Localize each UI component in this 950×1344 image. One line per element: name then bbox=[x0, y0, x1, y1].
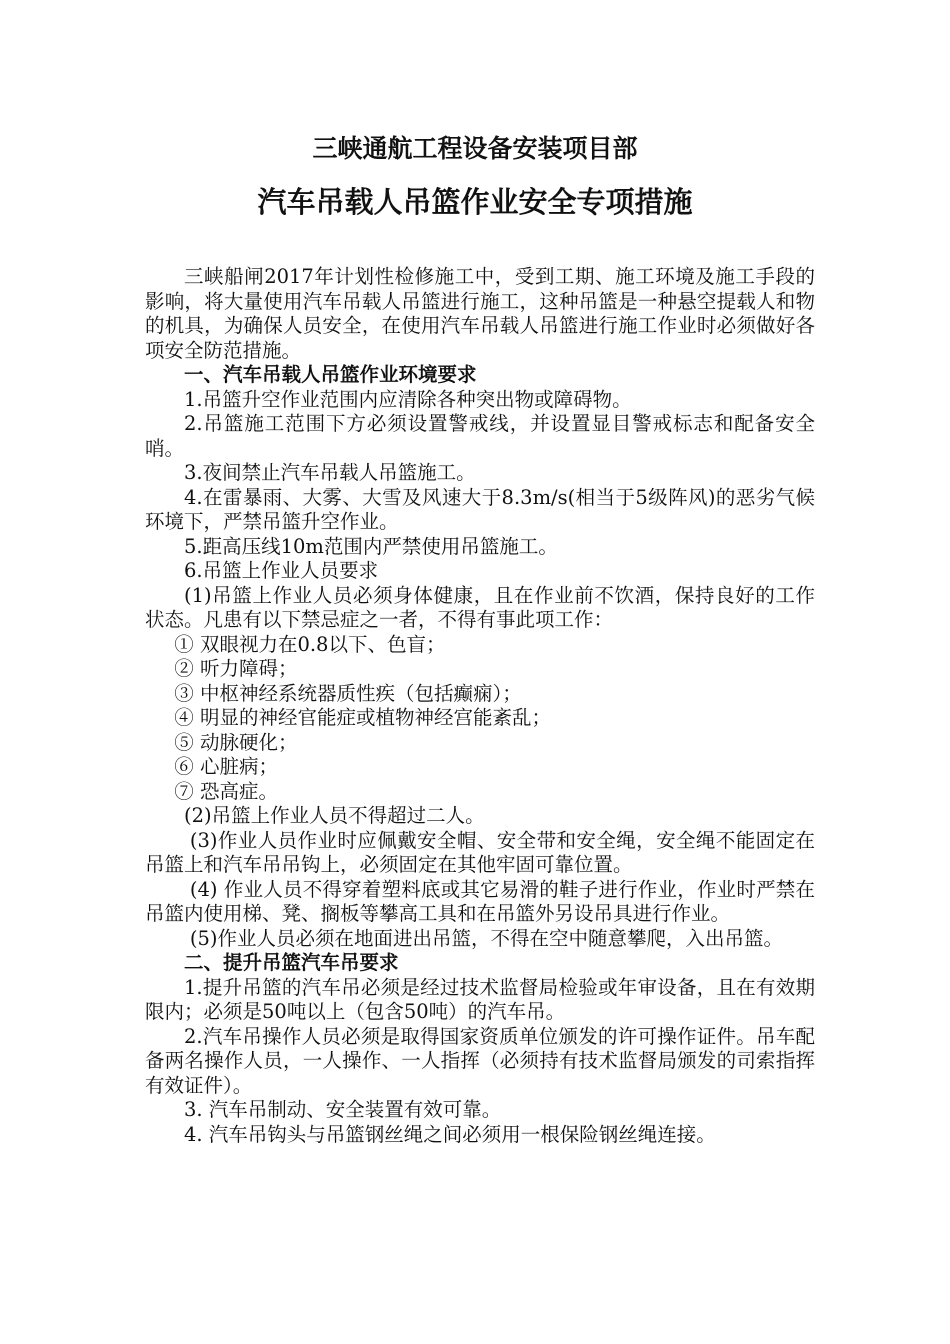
list-item: 3.夜间禁止汽车吊载人吊篮施工。 bbox=[184, 461, 476, 484]
condition-item: ① 双眼视力在0.8以下、色盲； bbox=[174, 632, 446, 656]
condition-item: ⑥ 心脏病； bbox=[174, 755, 278, 778]
condition-item: ⑤ 动脉硬化； bbox=[174, 730, 298, 754]
list-item: 4.在雷暴雨、大雾、大雪及风速大于8.3m/s(相当于5级阵风)的恶劣气候环境下，严禁吊篮升空作业。 bbox=[145, 485, 815, 533]
list-item: 2.汽车吊操作人员必须是取得国家资质单位颁发的许可操作证件。吊车配备两名操作人员，一人操作、一人指挥（必须持有技术监督局颁发的司索指挥有效证件）。 bbox=[145, 1024, 815, 1097]
list-item: 6.吊篮上作业人员要求 bbox=[184, 559, 379, 582]
list-item: (4) 作业人员不得穿着塑料底或其它易滑的鞋子进行作业，作业时严禁在吊篮内使用梯、凳、搁板等攀高工具和在吊篮外另设吊具进行作业。 bbox=[145, 877, 815, 925]
condition-item: ③ 中枢神经系统器质性疾（包括癫痫）； bbox=[174, 681, 522, 705]
list-item: 1.提升吊篮的汽车吊必须是经过技术监督局检验或年审设备，且在有效期限内；必须是50吨以上（包含50吨）的汽车吊。 bbox=[145, 975, 815, 1023]
intro-paragraph: 三峡船闸2017年计划性检修施工中，受到工期、施工环境及施工手段的影响，将大量使用汽车吊载人吊篮进行施工，这种吊篮是一种悬空提载人和物的机具，为确保人员安全，在使用汽车吊载人吊篮进行施工作业时必须做好各项安全防范措施。 bbox=[145, 265, 815, 362]
list-item: (5)作业人员必须在地面进出吊篮，不得在空中随意攀爬，入出吊篮。 bbox=[189, 926, 783, 950]
list-item: (2)吊篮上作业人员不得超过二人。 bbox=[184, 804, 485, 827]
list-item: 4. 汽车吊钩头与吊篮钢丝绳之间必须用一根保险钢丝绳连接。 bbox=[184, 1122, 716, 1146]
document-title: 汽车吊载人吊篮作业安全专项措施 bbox=[257, 185, 693, 219]
list-item: 3. 汽车吊制动、安全装置有效可靠。 bbox=[184, 1098, 502, 1121]
list-item: 1.吊篮升空作业范围内应清除各种突出物或障碍物。 bbox=[184, 387, 632, 411]
section-heading: 一、汽车吊载人吊篮作业环境要求 bbox=[184, 363, 477, 386]
condition-item: ④ 明显的神经官能症或植物神经宫能紊乱； bbox=[174, 706, 551, 729]
condition-item: ⑦ 恐高症。 bbox=[174, 779, 278, 803]
section-heading: 二、提升吊篮汽车吊要求 bbox=[184, 951, 399, 974]
list-item: 5.距高压线10m范围内严禁使用吊篮施工。 bbox=[184, 534, 558, 558]
list-item: 2.吊篮施工范围下方必须设置警戒线，并设置显目警戒标志和配备安全哨。 bbox=[145, 412, 815, 460]
document-header: 三峡通航工程设备安装项目部 bbox=[312, 134, 638, 163]
condition-item: ② 听力障碍； bbox=[174, 657, 298, 680]
list-item: (3)作业人员作业时应佩戴安全帽、安全带和安全绳，安全绳不能固定在吊篮上和汽车吊吊钩上，必须固定在其他牢固可靠位置。 bbox=[145, 828, 815, 876]
document-body bbox=[145, 265, 815, 1147]
list-item: (1)吊篮上作业人员必须身体健康，且在作业前不饮酒，保持良好的工作状态。凡患有以下禁忌症之一者，不得有事此项工作： bbox=[145, 583, 815, 631]
